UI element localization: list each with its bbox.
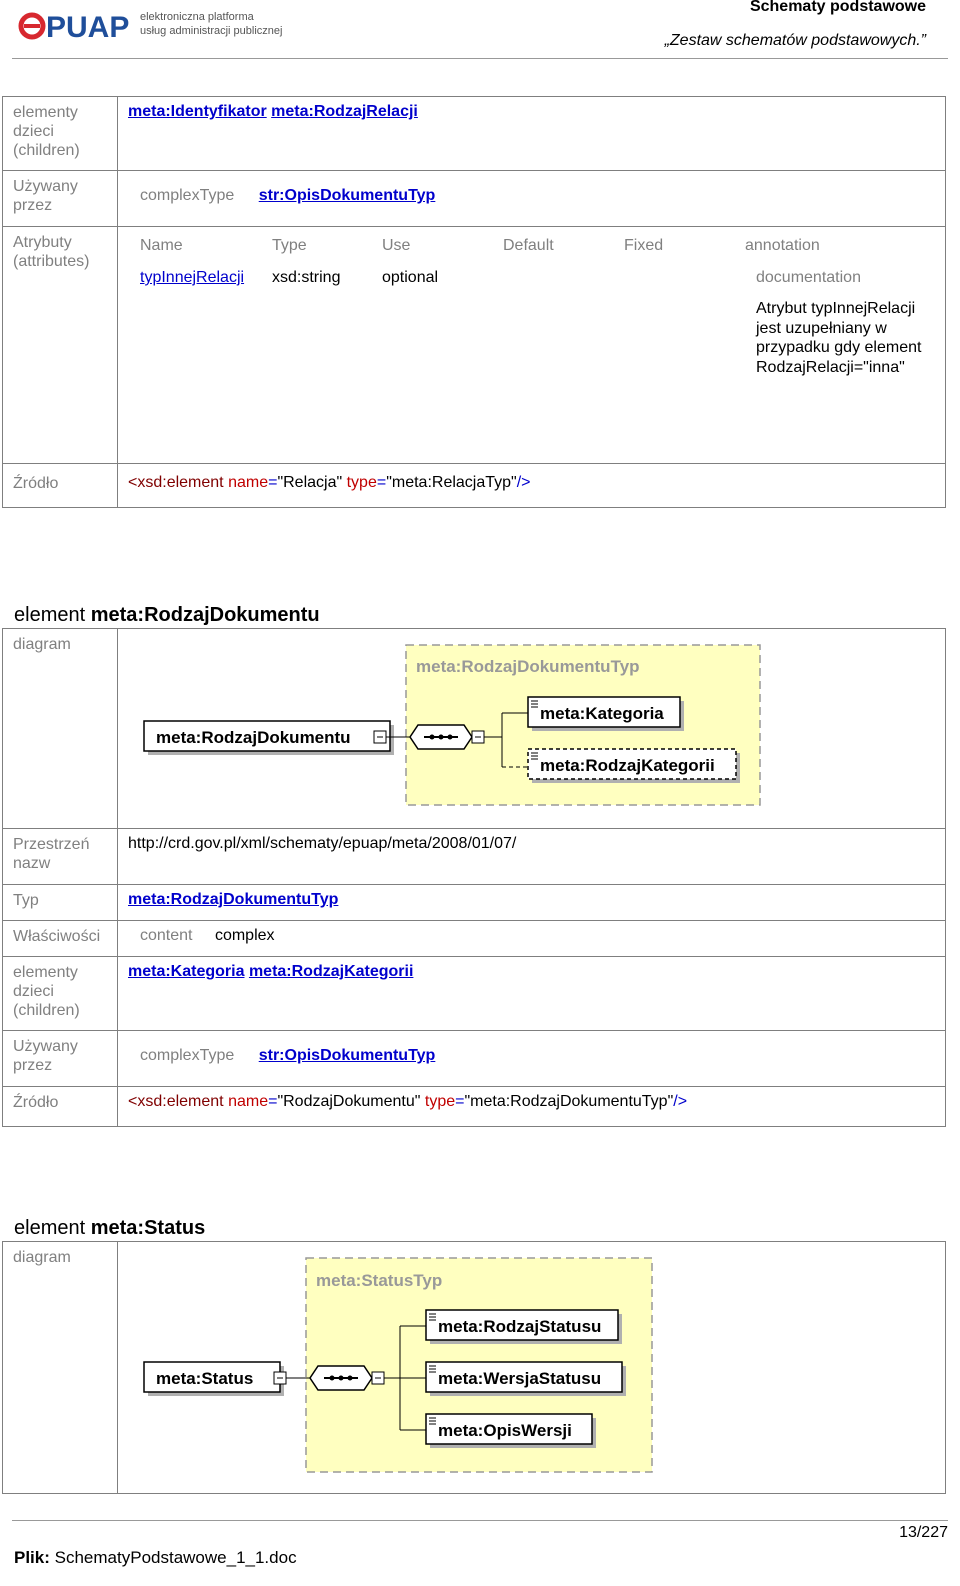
children-label-2: elementy dzieci (children) bbox=[3, 957, 118, 1031]
src2-val-type: "meta:RodzajDokumentuTyp" bbox=[464, 1093, 674, 1110]
attributes-cell bbox=[118, 227, 946, 464]
footer-file bbox=[14, 1548, 297, 1568]
usedby-link-2[interactable]: str:OpisDokumentuTyp bbox=[258, 1047, 436, 1064]
src2-open: <xsd:element bbox=[128, 1093, 229, 1110]
child-wersjastatusu: meta:WersjaStatusu bbox=[438, 1369, 602, 1388]
attr-type: xsd:string bbox=[272, 269, 341, 286]
child-opiswersji: meta:OpisWersji bbox=[438, 1421, 572, 1440]
title3-prefix: element bbox=[14, 1217, 91, 1239]
attr-header-type: Type bbox=[272, 237, 307, 254]
properties-key: content bbox=[140, 927, 193, 944]
usedby-link[interactable]: str:OpisDokumentuTyp bbox=[258, 187, 436, 204]
diagram-label-3: diagram bbox=[3, 1242, 118, 1494]
src-close: /> bbox=[516, 474, 531, 491]
child-link-rodzajrelacji[interactable]: meta:RodzajRelacji bbox=[271, 103, 418, 120]
schema-diagram bbox=[118, 629, 948, 823]
src-attr-type: type bbox=[346, 474, 377, 491]
diagram-cell bbox=[118, 629, 946, 829]
schema-diagram-status bbox=[118, 1242, 948, 1488]
usedby-label-2: Używany przez bbox=[3, 1031, 118, 1087]
section-title-status bbox=[14, 1217, 205, 1240]
attr-header-default: Default bbox=[503, 237, 554, 254]
child-kategoria: meta:Kategoria bbox=[540, 704, 664, 723]
children-cell bbox=[118, 97, 946, 171]
section-title-rodzajdokumentu bbox=[14, 604, 320, 627]
footer-divider bbox=[12, 1520, 948, 1521]
source-code: <xsd:element name="Relacja" type="meta:RelacjaTyp"/> bbox=[118, 464, 946, 508]
element-relacja-table bbox=[2, 96, 946, 508]
src2-attr-name: name bbox=[228, 1093, 269, 1110]
namespace-value: http://crd.gov.pl/xml/schematy/epuap/meta/2008/01/07/ bbox=[118, 829, 946, 885]
properties-cell bbox=[118, 921, 946, 957]
page-number: 13/227 bbox=[899, 1524, 948, 1541]
src2-val-name: "RodzajDokumentu" bbox=[277, 1093, 421, 1110]
element-status-table bbox=[2, 1241, 946, 1494]
type-link[interactable]: meta:RodzajDokumentuTyp bbox=[128, 891, 339, 908]
src-val-name: "Relacja" bbox=[277, 474, 343, 491]
header-divider bbox=[12, 58, 948, 59]
attr-header-fixed: Fixed bbox=[624, 237, 664, 254]
file-label: Plik: bbox=[14, 1548, 50, 1567]
namespace-label: Przestrzeń nazw bbox=[3, 829, 118, 885]
logo-tagline-2: usług administracji publicznej bbox=[140, 25, 283, 37]
attr-doc-label: documentation bbox=[756, 269, 861, 286]
properties-label: Właściwości bbox=[3, 921, 118, 957]
diagram-cell-3 bbox=[118, 1242, 946, 1494]
usedby-label: Używany przez bbox=[3, 171, 118, 227]
usedby-cell-2 bbox=[118, 1031, 946, 1087]
attr-use: optional bbox=[382, 269, 439, 286]
usedby-cell bbox=[118, 171, 946, 227]
src2-attr-type: type bbox=[424, 1093, 456, 1110]
usedby-kind-2: complexType bbox=[140, 1047, 235, 1064]
attributes-label: Atrybuty (attributes) bbox=[3, 227, 118, 464]
usedby-kind: complexType bbox=[140, 187, 235, 204]
element-name-status: meta:Status bbox=[156, 1369, 254, 1388]
logo-tagline-1: elektroniczna platforma bbox=[140, 11, 254, 23]
attr-doc-text: Atrybut typInnejRelacji jest uzupełniany w przypadku gdy element RodzajRelacji="inna" bbox=[756, 300, 922, 376]
source-label: Źródło bbox=[3, 464, 118, 508]
child-link-rodzajkategorii[interactable]: meta:RodzajKategorii bbox=[248, 963, 414, 980]
element-name: meta:RodzajDokumentu bbox=[156, 728, 351, 747]
children-cell-2 bbox=[118, 957, 946, 1031]
attr-header-name: Name bbox=[140, 237, 183, 254]
svg-text:PUAP: PUAP bbox=[46, 11, 130, 44]
child-rodzajkategorii: meta:RodzajKategorii bbox=[540, 756, 715, 775]
child-link-identyfikator[interactable]: meta:Identyfikator bbox=[128, 103, 267, 120]
properties-value: complex bbox=[214, 927, 275, 944]
src-open: <xsd:element bbox=[128, 474, 229, 491]
header-subtitle: „Zestaw schematów podstawowych.” bbox=[664, 32, 926, 49]
src-val-type: "meta:RelacjaTyp" bbox=[386, 474, 517, 491]
type-name-status: meta:StatusTyp bbox=[316, 1271, 443, 1290]
title-prefix: element bbox=[14, 604, 91, 626]
epuap-logo bbox=[12, 4, 312, 44]
child-link-kategoria[interactable]: meta:Kategoria bbox=[128, 963, 245, 980]
attr-header-use: Use bbox=[382, 237, 411, 254]
source-label-2: Źródło bbox=[3, 1087, 118, 1127]
attr-name-link[interactable]: typInnejRelacji bbox=[140, 269, 245, 286]
source-code-2: <xsd:element name="RodzajDokumentu" type="meta:RodzajDokumentuTyp"/> bbox=[118, 1087, 946, 1127]
header-title: Schematy podstawowe bbox=[749, 0, 926, 15]
type-label: Typ bbox=[3, 885, 118, 921]
title-name: meta:RodzajDokumentu bbox=[90, 604, 320, 626]
file-name: SchematyPodstawowe_1_1.doc bbox=[54, 1548, 297, 1567]
child-rodzajstatusu: meta:RodzajStatusu bbox=[438, 1317, 602, 1336]
src-attr-name: name bbox=[228, 474, 269, 491]
title3-name: meta:Status bbox=[90, 1217, 206, 1239]
children-label: elementy dzieci (children) bbox=[3, 97, 118, 171]
type-name: meta:RodzajDokumentuTyp bbox=[416, 657, 640, 676]
attr-header-annotation: annotation bbox=[745, 237, 820, 254]
src2-close: /> bbox=[673, 1093, 688, 1110]
diagram-label: diagram bbox=[3, 629, 118, 829]
element-rodzajdokumentu-table bbox=[2, 628, 946, 1127]
